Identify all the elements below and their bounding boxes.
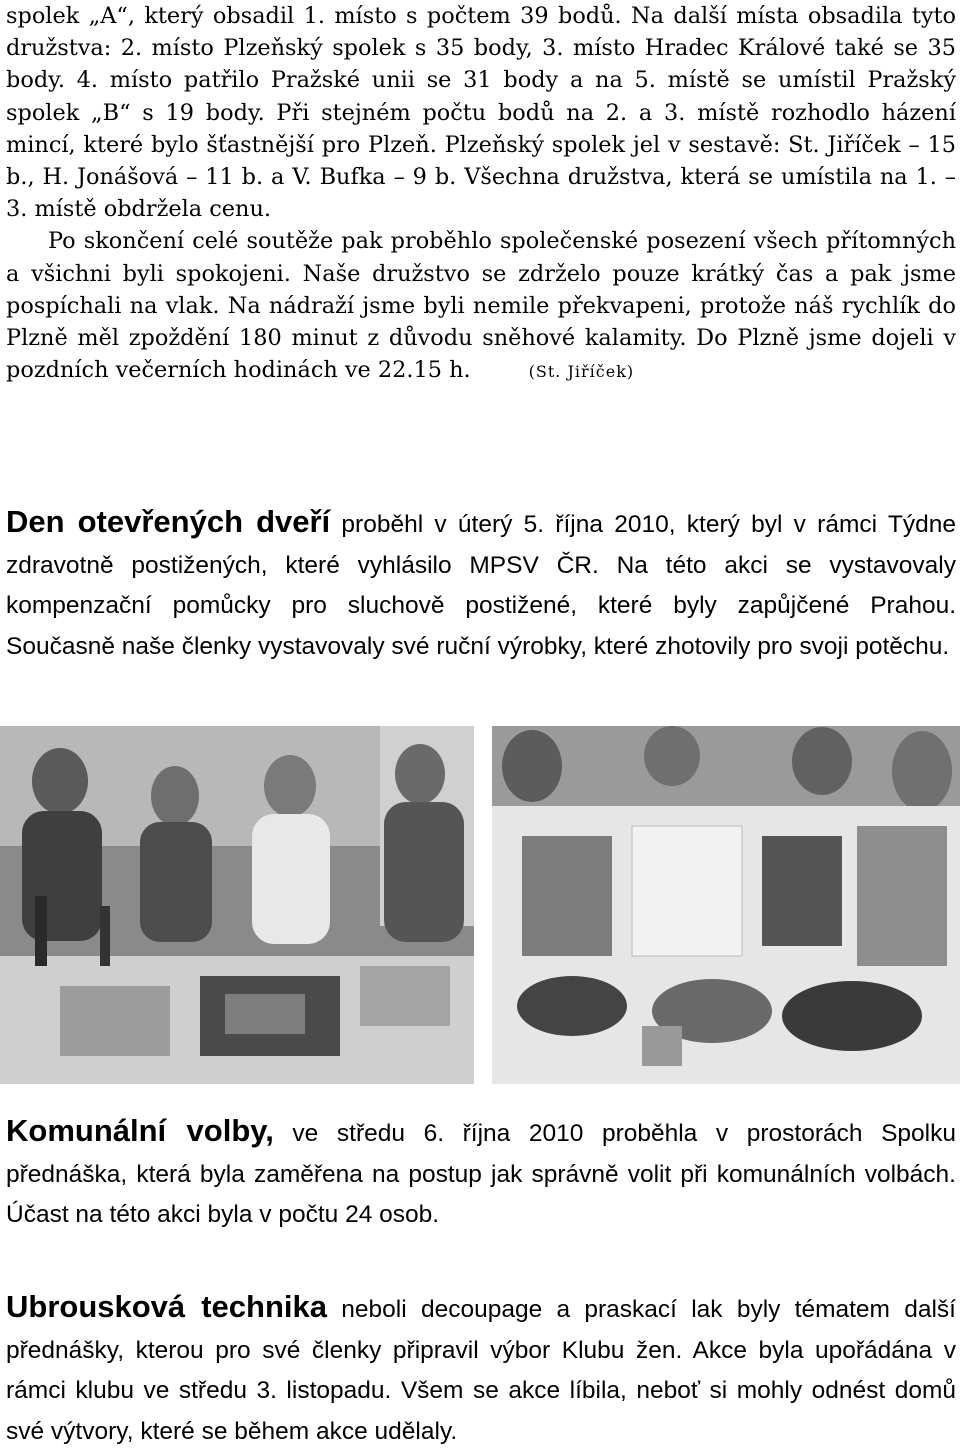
competition-paragraph: spolek „A“, který obsadil 1. místo s počtem 39 bodů. Na další místa obsadila tyto družstva: 2. místo Plzeňský spolek s 35 body, 3. místo Hradec Králové také se 35 body. 4. místo patřilo Pražské unii se 31 body a na 5. místě se umístil Pražský spolek „B“ s 19 body. Při stejném počtu bodů na 2. a 3. místě rozhodlo házení mincí, které bylo šťastnější pro Plzeň. Plzeňský spolek jel v sestavě: St. Jiříček – 15 b., H. Jonášová – 11 b. a V. Bufka – 9 b. Všechna družstva, která se umístila na 1. – 3. místě obdržela cenu.: [6, 3, 956, 223]
closing-paragraph: [6, 225, 956, 388]
napkin-heading: Ubrousková technika: [6, 1289, 328, 1324]
open-day-paragraph: [6, 502, 956, 667]
napkin-section: [6, 1287, 956, 1452]
elections-section: [6, 1111, 956, 1236]
elections-heading: Komunální volby,: [6, 1113, 274, 1148]
competition-article: [6, 0, 956, 388]
photo-women-at-table: [0, 726, 474, 1084]
open-day-section: [6, 502, 956, 667]
author-signature: (St. Jiříček): [528, 362, 635, 382]
photo-people-icon: [0, 726, 474, 1084]
napkin-paragraph: [6, 1287, 956, 1452]
napkin-body: neboli decoupage a praskací lak byly tématem další přednášky, kterou pro své členky připravil výbor Klubu žen. Akce byla upořádána v rámci klubu ve středu 3. listopadu. Všem se akce líbila, neboť si mohly odnést domů své výtvory, které se během akce udělaly.: [6, 1296, 956, 1445]
open-day-heading: Den otevřených dveří: [6, 504, 331, 539]
photo-knitted-items: [492, 726, 960, 1084]
elections-body: ve středu 6. října 2010 proběhla v prostorách Spolku přednáška, která byla zaměřena na postup jak správně volit při komunálních volbách. Účast na této akci byla v počtu 24 osob.: [6, 1120, 956, 1228]
closing-text: Po skončení celé soutěže pak proběhlo společenské posezení všech přítomných a všichni byli spokojeni. Naše družstvo se zdrželo pouze krátký čas a pak jsme pospíchali na vlak. Na nádraží jsme byli nemile překvapeni, protože náš rychlík do Plzně měl zpoždění 180 minut z důvodu sněhové kalamity. Do Plzně jsme dojeli v pozdních večerních hodinách ve 22.15 h.: [6, 228, 956, 384]
photo-handicrafts-icon: [492, 726, 960, 1084]
elections-paragraph: [6, 1111, 956, 1236]
open-day-body: proběhl v úterý 5. října 2010, který byl v rámci Týdne zdravotně postižených, které vyhlásilo MPSV ČR. Na této akci se vystavovaly kompenzační pomůcky pro sluchově postižené, které byly zapůjčené Prahou. Současně naše členky vystavovaly své ruční výrobky, které zhotovily pro svoji potěchu.: [6, 511, 956, 660]
